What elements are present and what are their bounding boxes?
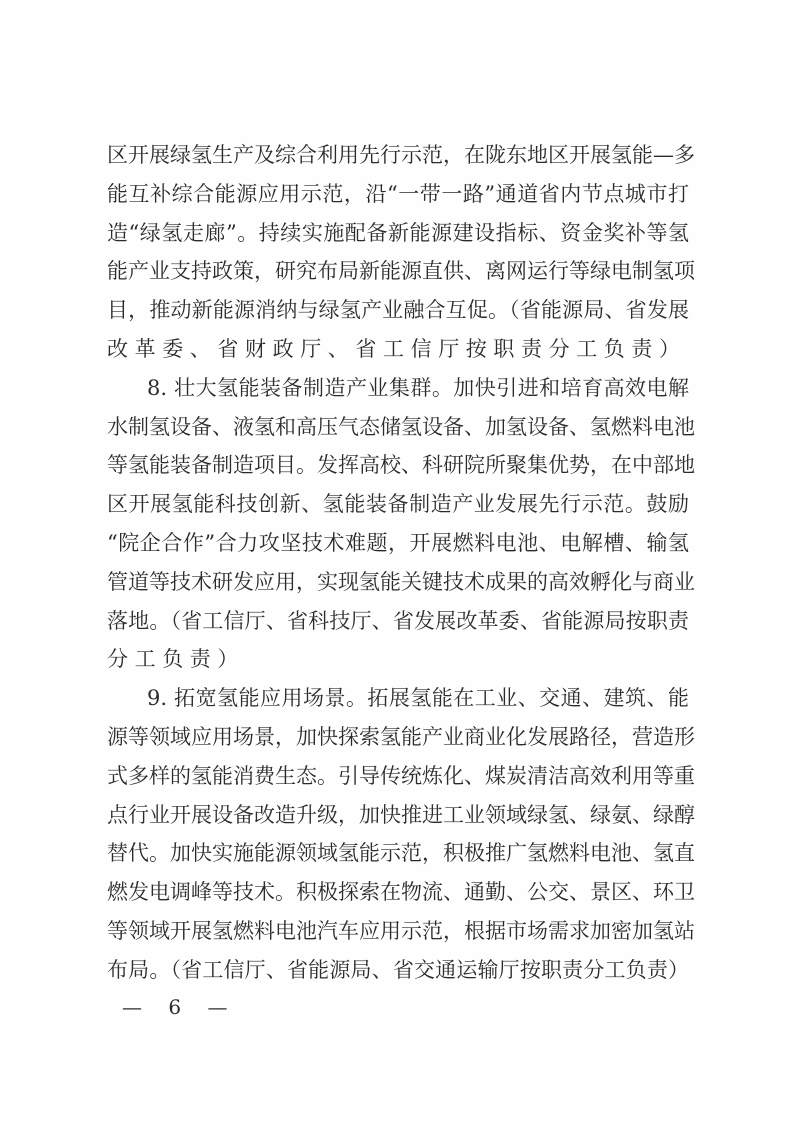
- text-line: 区开展绿氢生产及综合利用先行示范，在陇东地区开展氢能—多: [107, 143, 695, 167]
- text-line: 点行业开展设备改造升级，加快推进工业领域绿氢、绿氨、绿醇: [107, 802, 695, 827]
- text-line: 造“绿氢走廊”。持续实施配备新能源建设指标、资金奖补等氢: [107, 220, 689, 245]
- body-text: [107, 136, 695, 990]
- text-line: 等氢能装备制造项目。发挥高校、科研院所聚集优势，在中部地: [107, 453, 695, 478]
- text-line: 能互补综合能源应用示范，沿“一带一路”通道省内节点城市打: [107, 181, 689, 206]
- paragraph-heading-line: 9. 拓宽氢能应用场景。拓展氢能在工业、交通、建筑、能: [147, 686, 689, 711]
- text-line: 落地。（省工信厅、省科技厅、省发展改革委、省能源局按职责: [107, 608, 689, 633]
- text-line: 分工负责）: [107, 647, 245, 672]
- text-line: 源等领域应用场景，加快探索氢能产业商业化发展路径，营造形: [107, 724, 695, 749]
- text-line: 布局。（省工信厅、省能源局、省交通运输厅按职责分工负责）: [107, 957, 689, 982]
- paragraph-item-8: [107, 369, 695, 679]
- text-line: 改革委、省财政厅、省工信厅按职责分工负责）: [107, 336, 687, 361]
- paragraph-item-9: [107, 679, 695, 989]
- text-line: “院企合作”合力攻坚技术难题，开展燃料电池、电解槽、输氢: [107, 530, 689, 555]
- text-line: 目，推动新能源消纳与绿氢产业融合互促。（省能源局、省发展: [107, 298, 689, 323]
- paragraph-continued: [107, 136, 695, 369]
- text-line: 能产业支持政策，研究布局新能源直供、离网运行等绿电制氢项: [107, 259, 695, 284]
- text-line: 区开展氢能科技创新、氢能装备制造产业发展先行示范。鼓励: [107, 492, 689, 517]
- text-line: 水制氢设备、液氢和高压气态储氢设备、加氢设备、氢燃料电池: [107, 414, 695, 439]
- text-line: 管道等技术研发应用，实现氢能关键技术成果的高效孵化与商业: [107, 569, 695, 594]
- text-line: 等领域开展氢燃料电池汽车应用示范，根据市场需求加密加氢站: [107, 918, 695, 943]
- text-line: 式多样的氢能消费生态。引导传统炼化、煤炭清洁高效利用等重: [107, 763, 695, 788]
- text-line: 燃发电调峰等技术。积极探索在物流、通勤、公交、景区、环卫: [107, 880, 695, 905]
- page-number: — 6 —: [122, 995, 238, 1019]
- text-line: 替代。加快实施能源领域氢能示范，积极推广氢燃料电池、氢直: [107, 841, 695, 866]
- paragraph-heading-line: 8. 壮大氢能装备制造产业集群。加快引进和培育高效电解: [147, 375, 689, 400]
